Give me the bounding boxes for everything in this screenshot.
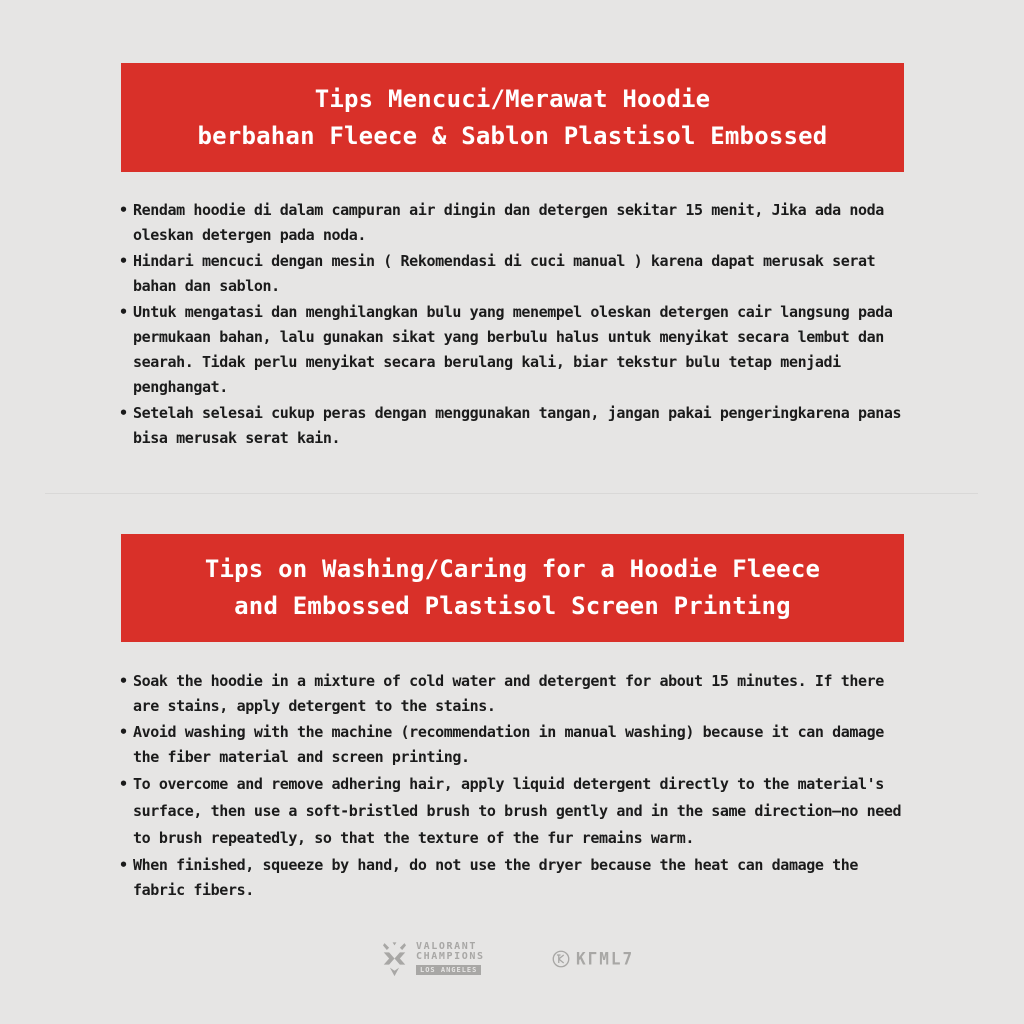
valorant-text: VALORANT — [416, 941, 477, 952]
list-item: • Setelah selesai cukup peras dengan menggunakan tangan, jangan pakai pengeringkarena panas bisa merusak serat kain. — [119, 401, 908, 451]
english-tips-list — [119, 669, 908, 904]
los-angeles-badge: LOS ANGELES — [416, 965, 481, 975]
english-title-banner — [121, 534, 904, 642]
valorant-v-icon — [383, 942, 406, 978]
banner-title-line2: berbahan Fleece & Sablon Plastisol Embossed — [197, 121, 828, 150]
champions-text: CHAMPIONS — [416, 951, 485, 962]
list-item: • Avoid washing with the machine (recommendation in manual washing) because it can damage the fiber material and screen printing. — [119, 720, 908, 770]
list-item: • Hindari mencuci dengan mesin ( Rekomendasi di cuci manual ) karena dapat merusak serat bahan dan sablon. — [119, 249, 908, 299]
banner-title-line1: Tips on Washing/Caring for a Hoodie Fleece — [204, 555, 821, 583]
banner-title-line1: Tips Mencuci/Merawat Hoodie — [314, 84, 711, 113]
krml-logo — [552, 949, 634, 968]
list-item: • When finished, squeeze by hand, do not use the dryer because the heat can damage the fabric fibers. — [119, 853, 908, 903]
section-divider — [45, 493, 978, 494]
krml-monogram-icon — [552, 950, 570, 968]
indonesian-tips-list — [119, 198, 908, 452]
banner-title-line2: and Embossed Plastisol Screen Printing — [234, 592, 791, 620]
krml-wordmark: KΓML7 — [576, 948, 635, 969]
list-item: • To overcome and remove adhering hair, apply liquid detergent directly to the material's surface, then use a soft-bristled brush to brush gently and in the same direction—no need to brush repeatedly, so that the texture of the fur remains warm. — [119, 771, 908, 852]
list-item: • Untuk mengatasi dan menghilangkan bulu yang menempel oleskan detergen cair langsung pada permukaan bahan, lalu gunakan sikat yang berbulu halus untuk menyikat secara lembut dan searah. Tidak perlu menyikat secara berulang kali, biar tekstur bulu tetap menjadi penghangat. — [119, 300, 908, 400]
valorant-champions-wordmark — [416, 942, 485, 975]
list-item: • Rendam hoodie di dalam campuran air dingin dan detergen sekitar 15 menit, Jika ada noda oleskan detergen pada noda. — [119, 198, 908, 248]
valorant-champions-logo — [383, 942, 485, 978]
list-item: • Soak the hoodie in a mixture of cold water and detergent for about 15 minutes. If there are stains, apply detergent to the stains. — [119, 669, 908, 719]
indonesian-title-banner — [121, 63, 904, 172]
